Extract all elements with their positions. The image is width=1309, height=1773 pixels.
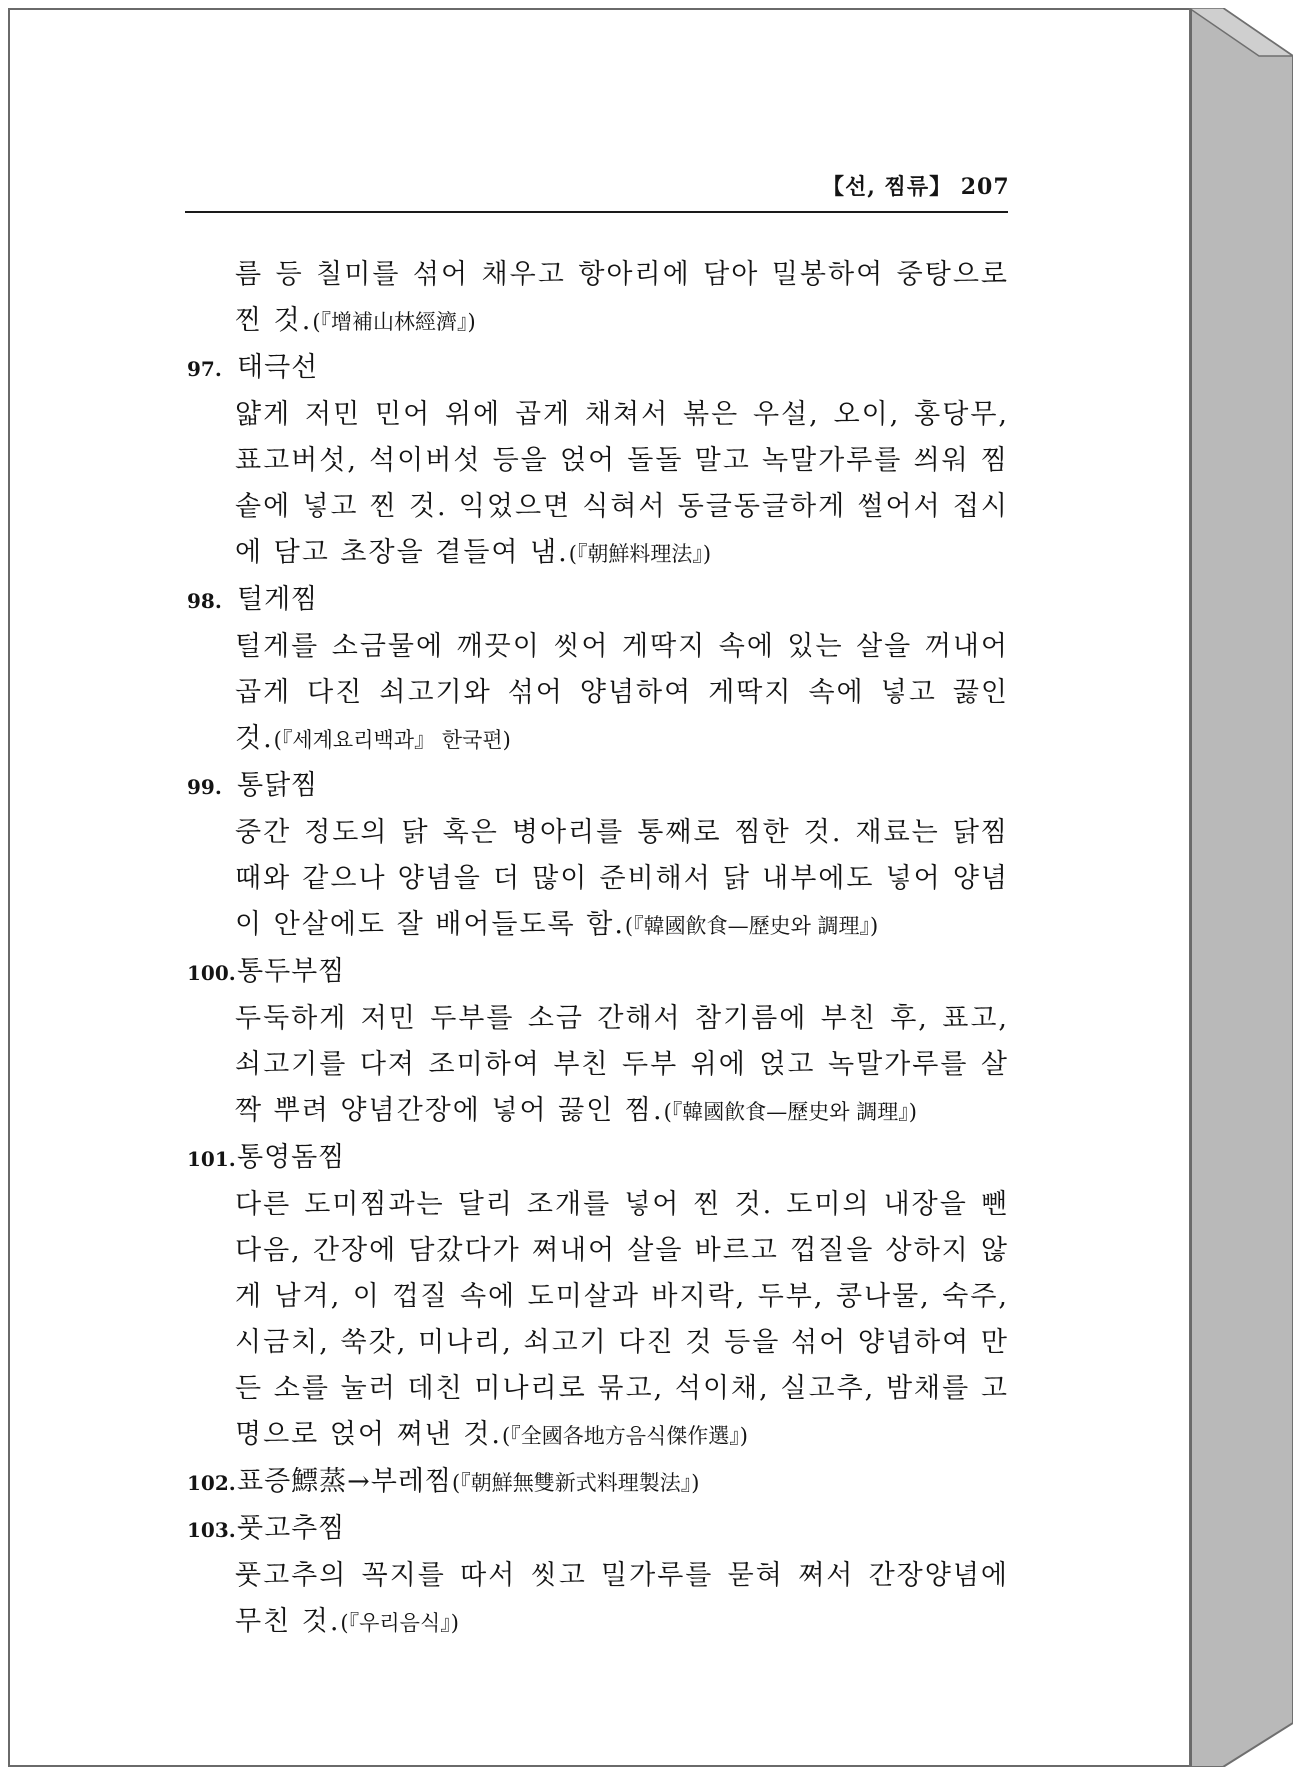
entry-number: 97. <box>187 357 222 381</box>
page-content <box>187 252 1009 1646</box>
entry-text: 중간 정도의 닭 혹은 병아리를 통째로 찜한 것. 재료는 닭찜 때와 같으나 양념을 더 많이 준비해서 닭 내부에도 넣어 양념이 안살에도 잘 배어들도록 함. <box>235 817 1009 940</box>
entry-text: 털게를 소금물에 깨끗이 씻어 게딱지 속에 있는 살을 꺼내어 곱게 다진 쇠고기와 섞어 양념하여 게딱지 속에 넣고 끓인 것. <box>235 631 1009 754</box>
entry-source: (『朝鮮料理法』) <box>568 542 712 566</box>
entry-term: 풋고추찜 <box>237 1513 346 1544</box>
entry-103 <box>187 1506 1009 1646</box>
entry-body <box>187 624 1009 763</box>
entry-source: (『朝鮮無雙新式料理製法』) <box>452 1471 700 1495</box>
entry-98 <box>187 577 1009 763</box>
entry-number: 99. <box>187 775 222 799</box>
entry-source: (『세계요리백과』 한국편) <box>273 728 511 752</box>
entry-text: 다른 도미찜과는 달리 조개를 넣어 찐 것. 도미의 내장을 뺀 다음, 간장에 담갔다가 쪄내어 살을 바르고 껍질을 상하지 않게 남겨, 이 껍질 속에 도미살과 바지락, 두부, 콩나물, 숙주, 시금치, 쑥갓, 미나리, 쇠고기 다진 것 등을 섞어 양념하여 만든 소를 눌러 데친 미나리로 묶고, 석이채, 실고추, 밤채를 고명으로 얹어 쪄낸 것. <box>235 1189 1009 1450</box>
book-edge <box>1189 8 1293 1767</box>
entry-source: (『우리음식』) <box>340 1611 459 1635</box>
entry-number: 100. <box>187 961 236 985</box>
entry-number: 101. <box>187 1147 236 1171</box>
entry-heading <box>187 1459 1009 1506</box>
entry-heading <box>187 345 1009 392</box>
entry-100 <box>187 949 1009 1135</box>
entry-101 <box>187 1135 1009 1459</box>
entry-body <box>187 1553 1009 1646</box>
entry-term: 털게찜 <box>237 584 319 615</box>
entry-number: 102. <box>187 1471 236 1495</box>
entry-body <box>187 392 1009 577</box>
entry-term: 통두부찜 <box>237 956 346 987</box>
entry-term: 태극선 <box>237 352 319 383</box>
entry-102 <box>187 1459 1009 1506</box>
intro-source: (『增補山林經濟』) <box>312 310 476 334</box>
entry-97 <box>187 345 1009 577</box>
entry-heading <box>187 763 1009 810</box>
entry-body <box>187 810 1009 949</box>
entry-body <box>187 1182 1009 1459</box>
entry-source: (『韓國飮食—歷史와 調理』) <box>663 1100 917 1124</box>
entry-heading <box>187 577 1009 624</box>
entry-term: 표증鰾蒸→부레찜 <box>237 1466 453 1497</box>
running-head: 【선, 찜류】 207 <box>822 174 1010 200</box>
entry-source: (『全國各地方음식傑作選』) <box>502 1424 748 1448</box>
entry-text: 얇게 저민 민어 위에 곱게 채쳐서 볶은 우설, 오이, 홍당무, 표고버섯, 석이버섯 등을 얹어 돌돌 말고 녹말가루를 씌워 찜솥에 넣고 찐 것. 익었으면 식혀서 동글동글하게 썰어서 접시에 담고 초장을 곁들여 냄. <box>235 399 1009 568</box>
intro-paragraph <box>187 252 1009 345</box>
entry-number: 103. <box>187 1518 236 1542</box>
entry-text: 풋고추의 꼭지를 따서 씻고 밀가루를 묻혀 쪄서 간장양념에 무친 것. <box>235 1560 1009 1637</box>
entry-heading <box>187 949 1009 996</box>
entry-99 <box>187 763 1009 949</box>
header-rule <box>185 211 1008 213</box>
entry-number: 98. <box>187 589 222 613</box>
entry-heading <box>187 1506 1009 1553</box>
entry-term: 통영돔찜 <box>237 1142 346 1173</box>
entry-body <box>187 996 1009 1135</box>
entry-heading <box>187 1135 1009 1182</box>
entry-term: 통닭찜 <box>237 770 319 801</box>
entry-source: (『韓國飮食—歷史와 調理』) <box>624 914 879 938</box>
intro-text: 름 등 칠미를 섞어 채우고 항아리에 담아 밀봉하여 중탕으로 찐 것. <box>235 259 1009 336</box>
entry-text: 두둑하게 저민 두부를 소금 간해서 참기름에 부친 후, 표고, 쇠고기를 다져 조미하여 부친 두부 위에 얹고 녹말가루를 살짝 뿌려 양념간장에 넣어 끓인 찜. <box>235 1003 1009 1126</box>
